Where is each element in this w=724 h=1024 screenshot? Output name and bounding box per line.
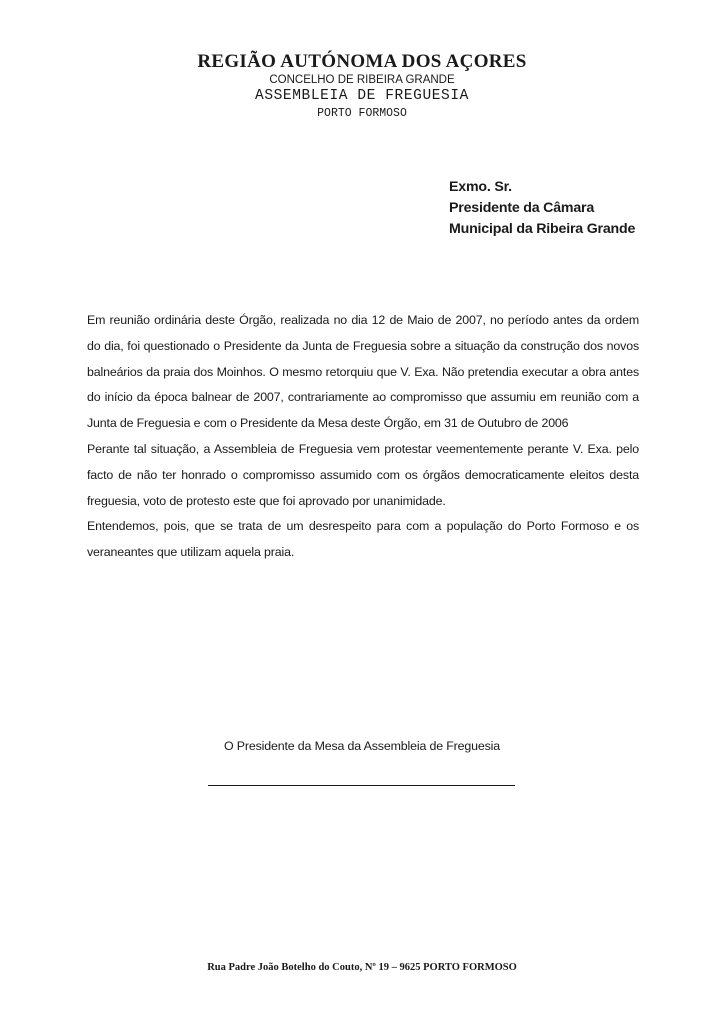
letterhead-region: REGIÃO AUTÓNOMA DOS AÇORES [197, 51, 527, 72]
recipient-institution: Municipal da Ribeira Grande [449, 221, 636, 237]
signature-caption: O Presidente da Mesa da Assembleia de Freguesia [223, 739, 501, 753]
recipient-title: Presidente da Câmara [449, 200, 595, 216]
letterhead-assembleia: ASSEMBLEIA DE FREGUESIA [255, 88, 469, 104]
body-paragraph: Entendemos, pois, que se trata de um desrespeito para com a população do Porto Formoso e os veraneantes que utilizam aquela praia. [87, 519, 639, 560]
body-paragraph: Perante tal situação, a Assembleia de Freguesia vem protestar veementemente perante V. Exa. pelo facto de não ter honrado o compromisso assumido com os órgãos democraticamente eleitos desta freguesia, voto de protesto este que foi aprovado por unanimidade. [87, 441, 639, 508]
recipient-salutation: Exmo. Sr. [449, 179, 512, 195]
letterhead-concelho: CONCELHO DE RIBEIRA GRANDE [269, 74, 455, 86]
letter-body [87, 308, 639, 566]
letterhead-local: PORTO FORMOSO [317, 107, 407, 120]
body-paragraph: Em reunião ordinária deste Órgão, realizada no dia 12 de Maio de 2007, no período antes da ordem do dia, foi questionado o Presidente da Junta de Freguesia sobre a situação da construção dos novos balneários da praia dos Moinhos. O mesmo retorquiu que V. Exa. Não pretendia executar a obra antes do início da época balnear de 2007, contrariamente ao compromisso que assumiu em reunião com a Junta de Freguesia e com o Presidente da Mesa deste Órgão, em 31 de Outubro de 2006 [87, 313, 639, 431]
signature-line [208, 785, 515, 786]
footer-address: Rua Padre João Botelho do Couto, Nº 19 – 9625 PORTO FORMOSO [207, 962, 517, 973]
recipient-block [449, 177, 709, 240]
letterhead [0, 50, 724, 121]
